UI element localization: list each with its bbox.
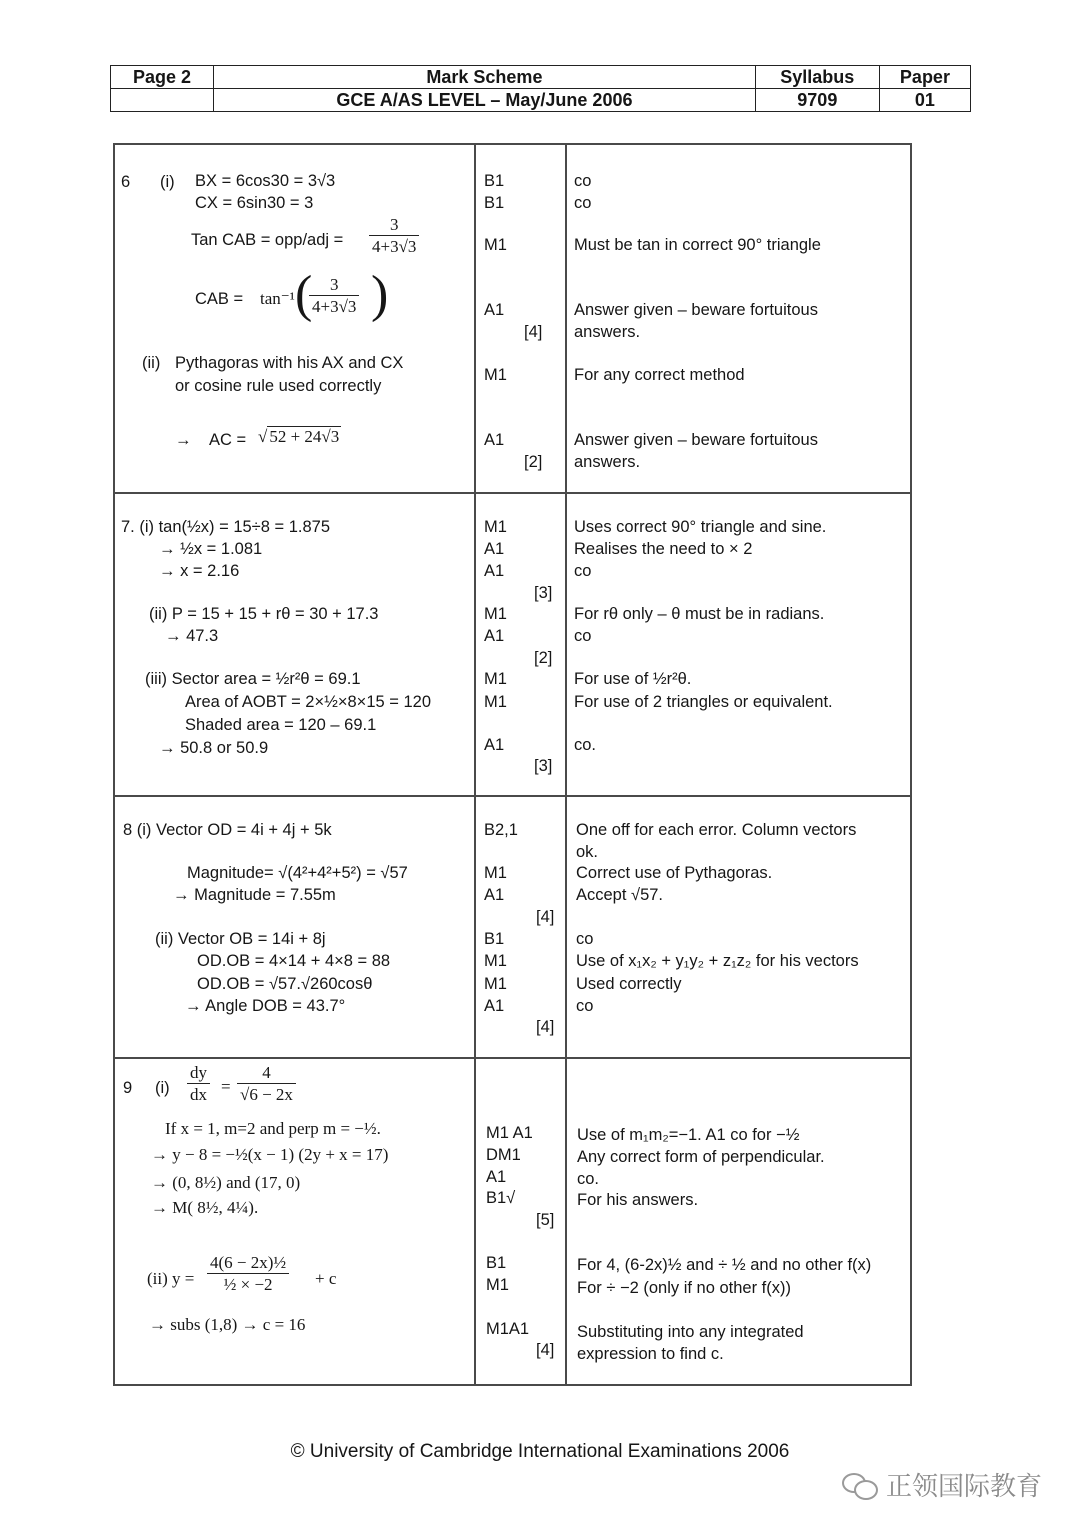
note: co (576, 930, 594, 948)
right-paren: ) (371, 266, 389, 323)
part-label: (ii) (142, 354, 161, 372)
note: For use of ½r²θ. (574, 670, 692, 688)
part-total: [4] (524, 323, 543, 341)
mark: M1 (484, 518, 507, 536)
exam-level: GCE A/AS LEVEL – May/June 2006 (214, 89, 756, 112)
working-line: → subs (1,8) → c = 16 (149, 1315, 306, 1334)
mark: A1 (484, 886, 505, 904)
left-paren: ( (295, 266, 313, 323)
note: For 4, (6-2x)½ and ÷ ½ and no other f(x) (577, 1256, 872, 1274)
mark: A1 (484, 736, 505, 754)
working-line: Tan CAB = opp/adj = (191, 231, 344, 249)
note: Used correctly (576, 975, 682, 993)
paper-code: 01 (879, 89, 970, 112)
mark: M1 (484, 605, 507, 623)
watermark-text: 正领国际教育 (886, 1471, 1043, 1501)
constant: + c (315, 1269, 337, 1288)
note: Substituting into any integrated (577, 1323, 804, 1341)
part-label: (i) (155, 1079, 170, 1097)
mark: A1 (486, 1168, 507, 1186)
note: co (576, 997, 594, 1015)
mark: M1 (484, 975, 507, 993)
part-total: [5] (536, 1211, 555, 1229)
part-total: [4] (536, 908, 555, 926)
note: For his answers. (577, 1191, 699, 1209)
working-line: → 50.8 or 50.9 (159, 739, 269, 757)
row-divider (115, 492, 910, 494)
working-line: or cosine rule used correctly (175, 377, 382, 395)
working-line: Area of AOBT = 2×½×8×15 = 120 (185, 693, 432, 711)
function-name: tan⁻¹ (260, 289, 295, 308)
note: For any correct method (574, 366, 745, 384)
working-line: (iii) Sector area = ½r²θ = 69.1 (145, 670, 361, 688)
working-line: Pythagoras with his AX and CX (175, 354, 404, 372)
note: co (574, 172, 592, 190)
working-line: OD.OB = √57.√260cosθ (197, 975, 373, 993)
watermark (842, 1466, 1042, 1503)
working-line: (ii) y = (147, 1269, 195, 1288)
header-table (110, 65, 971, 112)
working-line: CX = 6sin30 = 3 (195, 194, 314, 212)
note: For ÷ −2 (only if no other f(x)) (577, 1279, 792, 1297)
mark: M1 (484, 670, 507, 688)
mark: A1 (484, 540, 505, 558)
note: For use of 2 triangles or equivalent. (574, 693, 833, 711)
part-total: [2] (524, 453, 543, 471)
mark: B1 (484, 172, 505, 190)
working-line: → (0, 8½) and (17, 0) (151, 1173, 301, 1192)
column-divider (565, 145, 567, 1384)
working-line: Shaded area = 120 – 69.1 (185, 716, 377, 734)
row-divider (115, 795, 910, 797)
working-line: OD.OB = 4×14 + 4×8 = 88 (197, 952, 391, 970)
page-label: Page 2 (111, 66, 214, 89)
note: co. (577, 1170, 600, 1188)
square-root: √ 52 + 24√3 (258, 427, 340, 446)
note: co (574, 627, 592, 645)
part-total: [3] (534, 757, 553, 775)
working-line: (ii) P = 15 + 15 + rθ = 30 + 17.3 (149, 605, 379, 623)
part-label: (i) (160, 173, 175, 191)
fraction: $\frac{4}{√6 - 2x}$ (237, 1063, 296, 1106)
doc-title: Mark Scheme (214, 66, 756, 89)
mark: M1 (486, 1276, 509, 1294)
mark: B1√ (486, 1189, 516, 1207)
mark: A1 (484, 627, 505, 645)
fraction: $\frac{3}{4+3√3}$ (309, 275, 359, 318)
working-line: 8 (i) Vector OD = 4i + 4j + 5k (123, 821, 332, 839)
mark: B1 (484, 194, 505, 212)
note: co (574, 194, 592, 212)
working-line: → ½x = 1.081 (159, 540, 263, 558)
column-divider (474, 145, 476, 1384)
wechat-icon (842, 1471, 878, 1499)
mark: A1 (484, 431, 505, 449)
working-line: BX = 6cos30 = 3√3 (195, 172, 336, 190)
note: ok. (576, 843, 599, 861)
working-line: CAB = (195, 290, 244, 308)
note: co (574, 562, 592, 580)
mark: DM1 (486, 1146, 521, 1164)
question-number: 9 (123, 1079, 133, 1097)
header-blank (111, 89, 214, 112)
working-line: 7. (i) tan(½x) = 15÷8 = 1.875 (121, 518, 331, 536)
note: Accept √57. (576, 886, 664, 904)
part-total: [2] (534, 649, 553, 667)
mark: B1 (484, 930, 505, 948)
mark: M1A1 (486, 1320, 530, 1338)
working-line: If x = 1, m=2 and perp m = −½. (165, 1119, 381, 1138)
mark: M1 (484, 864, 507, 882)
arrow: → (175, 431, 192, 449)
mark: M1 (484, 952, 507, 970)
note: Any correct form of perpendicular. (577, 1148, 825, 1166)
equals-sign: = (221, 1077, 231, 1096)
working-line: → x = 2.16 (159, 562, 240, 580)
row-divider (115, 1057, 910, 1059)
note: Answer given – beware fortuitous (574, 301, 818, 319)
working-line: → y − 8 = −½(x − 1) (2y + x = 17) (151, 1145, 389, 1164)
mark: M1 (484, 693, 507, 711)
note: expression to find c. (577, 1345, 724, 1363)
fraction: $\frac{\text{4(6 − 2x)½}}{\text{½ × −2}}$ (207, 1253, 289, 1296)
syllabus-label: Syllabus (755, 66, 879, 89)
note: answers. (574, 453, 641, 471)
question-number: 6 (121, 173, 131, 191)
note: One off for each error. Column vectors (576, 821, 857, 839)
mark: A1 (484, 562, 505, 580)
note: Must be tan in correct 90° triangle (574, 236, 821, 254)
mark: M1 (484, 236, 507, 254)
note: Answer given – beware fortuitous (574, 431, 818, 449)
note: For rθ only – θ must be in radians. (574, 605, 825, 623)
working-line: → M( 8½, 4¼). (151, 1198, 259, 1217)
mark: M1 A1 (486, 1124, 533, 1142)
note: Use of x₁x₂ + y₁y₂ + z₁z₂ for his vectors (576, 952, 859, 970)
copyright-footer: © University of Cambridge International Examinations 2006 (290, 1441, 790, 1462)
mark: M1 (484, 366, 507, 384)
note: answers. (574, 323, 641, 341)
working-line: → Angle DOB = 43.7° (185, 997, 346, 1015)
working-line: (ii) Vector OB = 14i + 8j (155, 930, 326, 948)
working-line: AC = (209, 431, 247, 449)
note: Correct use of Pythagoras. (576, 864, 773, 882)
mark-scheme-table (113, 143, 912, 1386)
part-total: [3] (534, 584, 553, 602)
note: Use of m₁m₂=−1. A1 co for −½ (577, 1126, 800, 1144)
working-line: Magnitude= √(4²+4²+5²) = √57 (187, 864, 408, 882)
mark: B1 (486, 1254, 507, 1272)
working-line: → 47.3 (165, 627, 219, 645)
mark: A1 (484, 301, 505, 319)
part-total: [4] (536, 1341, 555, 1359)
paper-label: Paper (879, 66, 970, 89)
note: Uses correct 90° triangle and sine. (574, 518, 827, 536)
working-line: → Magnitude = 7.55m (173, 886, 336, 904)
part-total: [4] (536, 1018, 555, 1036)
fraction: $\frac{3}{4+3√3}$ (369, 215, 419, 258)
syllabus-code: 9709 (755, 89, 879, 112)
note: Realises the need to × 2 (574, 540, 753, 558)
mark: B2,1 (484, 821, 518, 839)
mark: A1 (484, 997, 505, 1015)
note: co. (574, 736, 597, 754)
derivative-fraction: $\frac{dy}{dx}$ (187, 1063, 210, 1106)
